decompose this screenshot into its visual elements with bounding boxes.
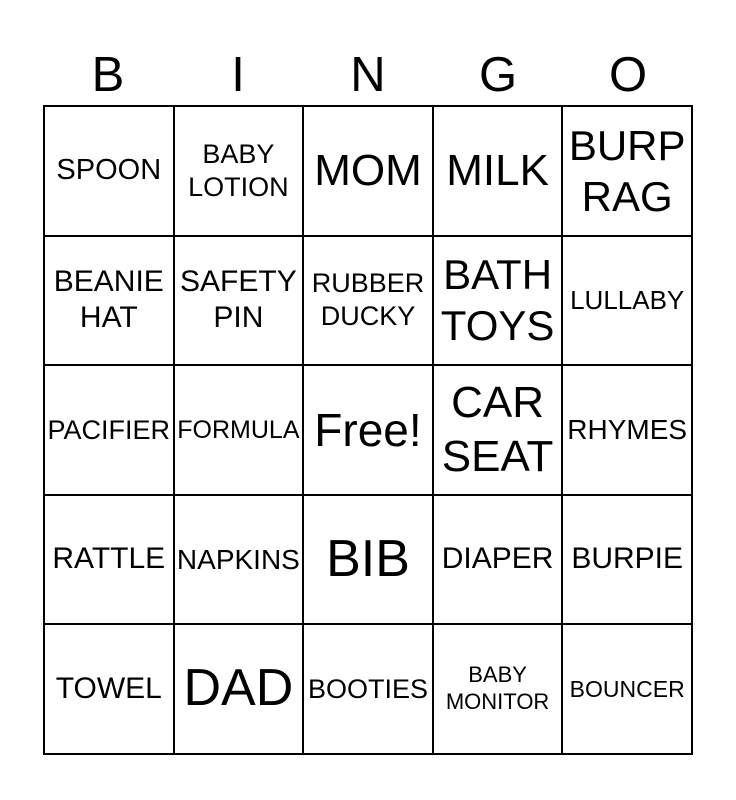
bingo-cell: MOM (304, 107, 432, 235)
bingo-cell: FORMULA (175, 366, 303, 494)
bingo-cell: SPOON (45, 107, 173, 235)
header-letter-g: G (478, 48, 518, 102)
header-letter-i: I (231, 48, 245, 102)
bingo-cell: BOOTIES (304, 625, 432, 753)
bingo-cell: MILK (434, 107, 562, 235)
bingo-cell: SAFETY PIN (175, 237, 303, 365)
bingo-cell: BURP RAG (563, 107, 691, 235)
bingo-cell: BEANIE HAT (45, 237, 173, 365)
bingo-cell: RUBBER DUCKY (304, 237, 432, 365)
bingo-cell: DIAPER (434, 496, 562, 624)
free-space-cell: Free! (304, 366, 432, 494)
bingo-cell: BIB (304, 496, 432, 624)
bingo-cell: RHYMES (563, 366, 691, 494)
bingo-cell: CAR SEAT (434, 366, 562, 494)
header-letter-b: B (91, 48, 125, 102)
bingo-cell: BATH TOYS (434, 237, 562, 365)
bingo-cell: BURPIE (563, 496, 691, 624)
header-letter-o: O (608, 48, 648, 102)
header-letter-n: N (350, 48, 386, 102)
bingo-cell: PACIFIER (45, 366, 173, 494)
bingo-cell: DAD (175, 625, 303, 753)
bingo-cell: BABY LOTION (175, 107, 303, 235)
bingo-cell: NAPKINS (175, 496, 303, 624)
bingo-cell: TOWEL (45, 625, 173, 753)
bingo-card (43, 0, 693, 755)
bingo-grid (43, 105, 693, 755)
bingo-title (43, 0, 693, 105)
bingo-cell: LULLABY (563, 237, 691, 365)
bingo-cell: RATTLE (45, 496, 173, 624)
bingo-cell: BABY MONITOR (434, 625, 562, 753)
bingo-cell: BOUNCER (563, 625, 691, 753)
